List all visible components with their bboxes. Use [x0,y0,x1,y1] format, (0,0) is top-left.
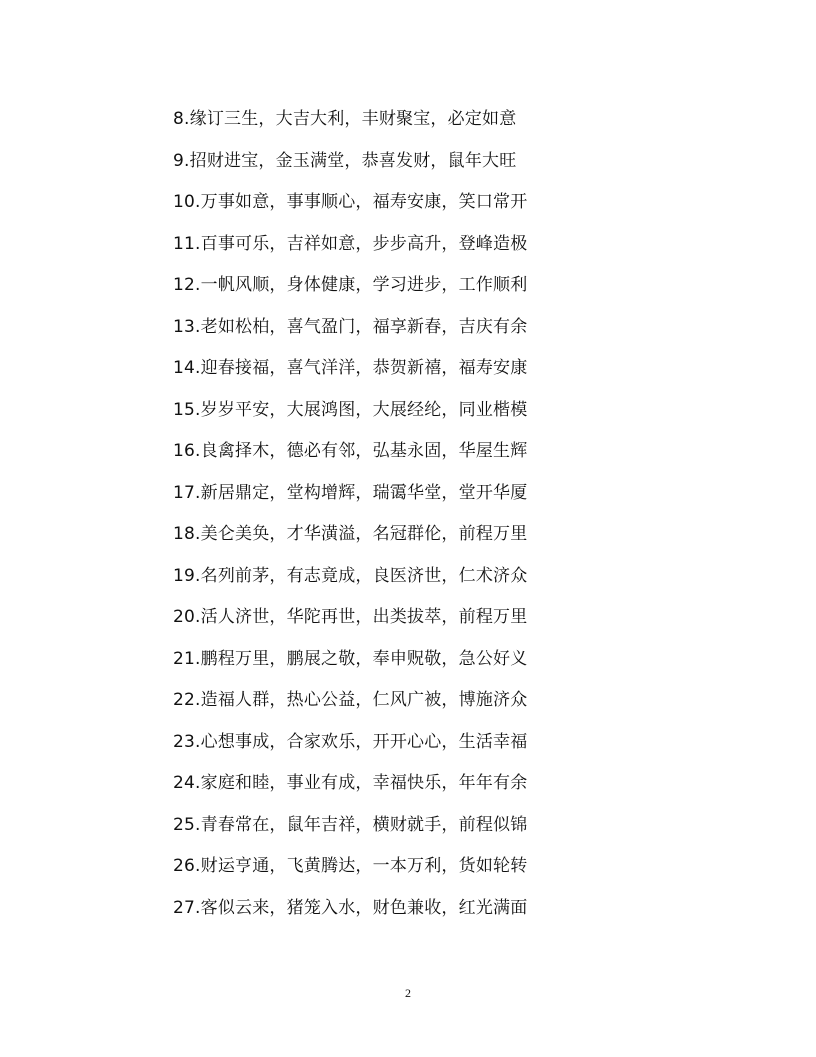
list-item: 8.缘订三生，大吉大利，丰财聚宝，必定如意 [173,109,517,129]
list-item: 9.招财进宝，金玉满堂，恭喜发财，鼠年大旺 [173,150,517,171]
list-item: 14.迎春接福，喜气洋洋，恭贺新禧，福寿安康 [173,358,528,378]
list-item: 20.活人济世，华陀再世，出类拔萃，前程万里 [173,607,528,627]
list-item: 22.造福人群，热心公益，仁风广被，博施济众 [173,690,528,710]
greeting-list [173,103,593,933]
list-item: 15.岁岁平安，大展鸿图，大展经纶，同业楷模 [173,399,528,420]
list-item: 13.老如松柏，喜气盈门，福享新春，吉庆有余 [173,316,528,337]
list-item: 24.家庭和睦，事业有成，幸福快乐，年年有余 [173,773,528,793]
page-number: 2 [405,986,411,1000]
list-item: 10.万事如意，事事顺心，福寿安康，笑口常开 [173,192,528,212]
list-item: 23.心想事成，合家欢乐，开开心心，生活幸福 [173,731,528,752]
list-item: 16.良禽择木，德必有邻，弘基永固，华屋生辉 [173,441,528,461]
list-item: 25.青春常在，鼠年吉祥，横财就手，前程似锦 [173,814,528,835]
list-item: 18.美仑美奂，才华潢溢，名冠群伦，前程万里 [173,524,528,544]
list-item: 11.百事可乐，吉祥如意，步步高升，登峰造极 [173,233,528,254]
list-item: 21.鹏程万里，鹏展之敬，奉申贶敬，急公好义 [173,648,528,669]
list-item: 19.名列前茅，有志竟成，良医济世，仁术济众 [173,565,528,586]
list-item: 26.财运亨通，飞黄腾达，一本万利，货如轮转 [173,856,528,876]
list-item: 17.新居鼎定，堂构增辉，瑞霭华堂，堂开华厦 [173,482,528,503]
list-item: 12.一帆风顺，身体健康，学习进步，工作顺利 [173,275,528,295]
list-item: 27.客似云来，猪笼入水，财色兼收，红光满面 [173,897,528,918]
